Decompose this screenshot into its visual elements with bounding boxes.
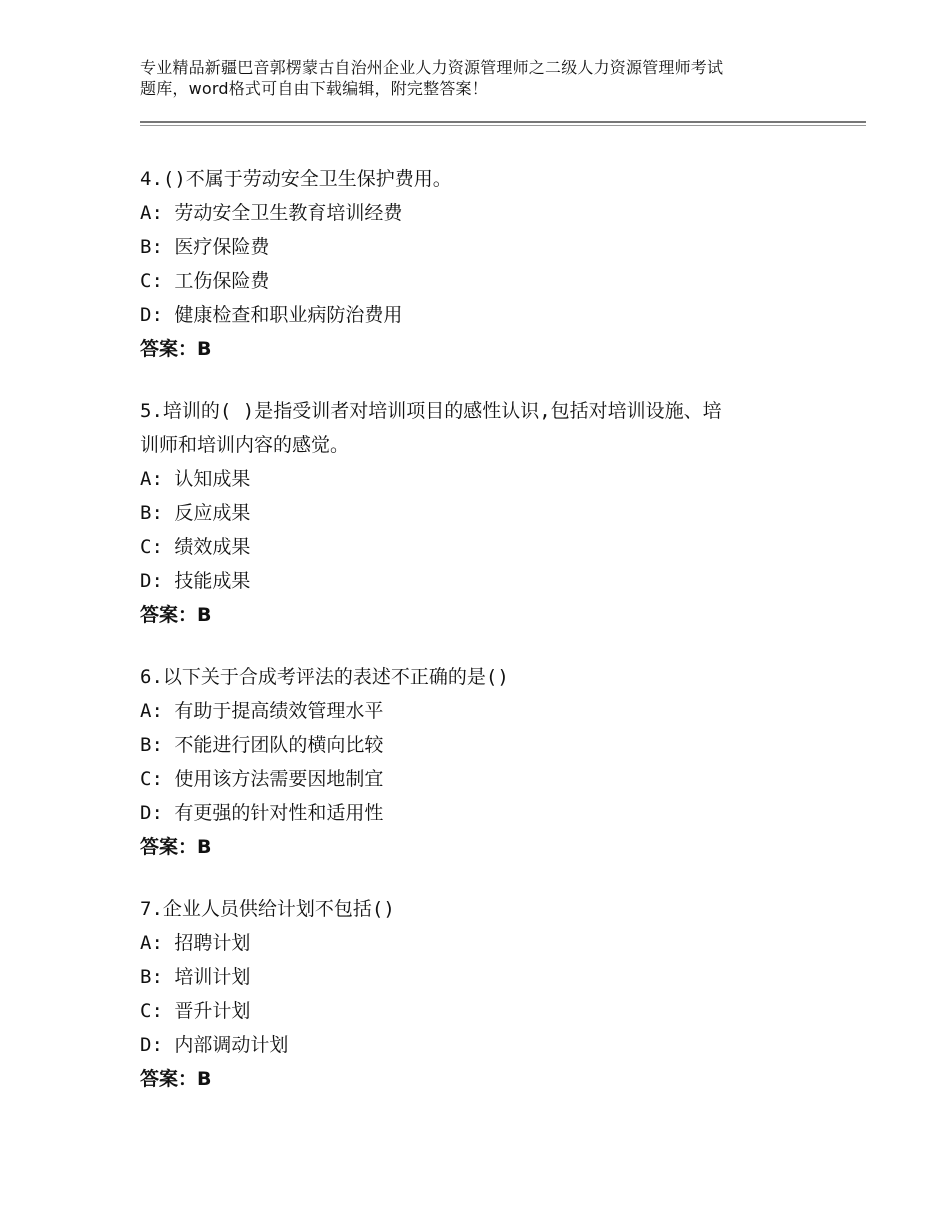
question-6 — [140, 660, 840, 864]
question-stem-continued: 训师和培训内容的感觉。 — [140, 434, 350, 456]
option-c: C: 工伤保险费 — [140, 270, 270, 292]
option-a: A: 认知成果 — [140, 468, 251, 490]
option-b: B: 不能进行团队的横向比较 — [140, 734, 384, 756]
option-b: B: 培训计划 — [140, 966, 251, 988]
option-d: D: 有更强的针对性和适用性 — [140, 802, 384, 824]
answer-line: 答案：B — [140, 1068, 212, 1090]
question-stem: 6.以下关于合成考评法的表述不正确的是() — [140, 666, 509, 688]
header-divider-thick — [140, 121, 866, 123]
header-divider-thin — [140, 125, 866, 126]
answer-line: 答案：B — [140, 836, 212, 858]
option-d: D: 技能成果 — [140, 570, 251, 592]
question-stem: 7.企业人员供给计划不包括() — [140, 898, 395, 920]
option-c: C: 晋升计划 — [140, 1000, 251, 1022]
question-list — [140, 162, 840, 1124]
question-4 — [140, 162, 840, 366]
option-b: B: 反应成果 — [140, 502, 251, 524]
answer-line: 答案：B — [140, 604, 212, 626]
header-line-1: 专业精品新疆巴音郭楞蒙古自治州企业人力资源管理师之二级人力资源管理师考试 — [140, 58, 724, 77]
question-5 — [140, 394, 840, 632]
question-stem: 5.培训的( )是指受训者对培训项目的感性认识,包括对培训设施、培 — [140, 400, 722, 422]
answer-line: 答案：B — [140, 338, 212, 360]
option-c: C: 使用该方法需要因地制宜 — [140, 768, 384, 790]
option-c: C: 绩效成果 — [140, 536, 251, 558]
header-line-2: 题库，word格式可自由下载编辑，附完整答案！ — [140, 79, 488, 98]
option-d: D: 健康检查和职业病防治费用 — [140, 304, 403, 326]
option-d: D: 内部调动计划 — [140, 1034, 289, 1056]
option-a: A: 劳动安全卫生教育培训经费 — [140, 202, 403, 224]
option-b: B: 医疗保险费 — [140, 236, 270, 258]
question-7 — [140, 892, 840, 1096]
option-a: A: 有助于提高绩效管理水平 — [140, 700, 384, 722]
document-header — [140, 57, 840, 99]
option-a: A: 招聘计划 — [140, 932, 251, 954]
question-stem: 4.()不属于劳动安全卫生保护费用。 — [140, 168, 452, 190]
